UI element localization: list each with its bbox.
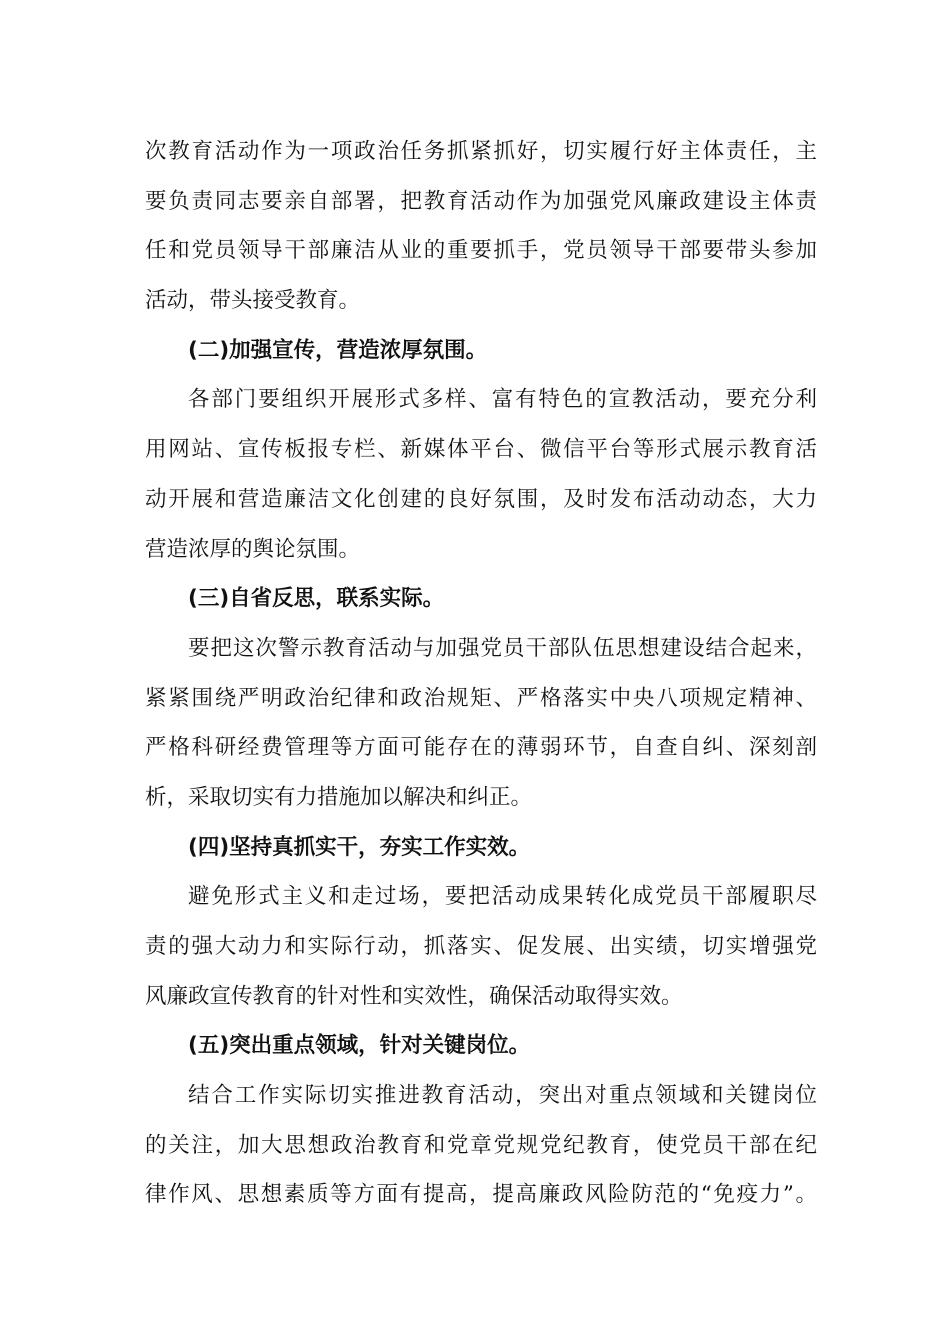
- body-line: 用网站、宣传板报专栏、新媒体平台、微信平台等形式展示教育活: [145, 437, 817, 463]
- body-line: 的关注，加大思想政治教育和党章党规党纪教育，使党员干部在纪: [145, 1132, 817, 1158]
- section-heading-4: (四)坚持真抓实干，夯实工作实效。: [188, 834, 531, 860]
- section-heading-2: (二)加强宣传，营造浓厚氛围。: [188, 337, 488, 363]
- body-line: 责的强大动力和实际行动，抓落实、促发展、出实绩，切实增强党: [145, 934, 817, 959]
- body-line: 律作风、思想素质等方面有提高，提高廉政风险防范的“免疫力”。: [145, 1182, 817, 1208]
- body-line: 动开展和营造廉洁文化创建的良好氛围，及时发布活动动态，大力: [145, 486, 817, 512]
- section-heading-5: (五)突出重点领域，针对关键岗位。: [188, 1033, 531, 1059]
- section-heading-3: (三)自省反思，联系实际。: [188, 586, 445, 612]
- body-line: 各部门要组织开展形式多样、富有特色的宣教活动，要充分利: [188, 387, 817, 413]
- body-line: 活动，带头接受教育。: [145, 288, 361, 314]
- body-line: 析，采取切实有力措施加以解决和纠正。: [145, 784, 533, 810]
- body-line: 要负责同志要亲自部署，把教育活动作为加强党风廉政建设主体责: [145, 188, 817, 214]
- body-line: 紧紧围绕严明政治纪律和政治规矩、严格落实中央八项规定精神、: [145, 685, 817, 711]
- body-line: 避免形式主义和走过场，要把活动成果转化成党员干部履职尽: [188, 884, 817, 910]
- body-line: 营造浓厚的舆论氛围。: [145, 536, 361, 562]
- document-body: [145, 127, 817, 1220]
- body-line: 任和党员领导干部廉洁从业的重要抓手，党员领导干部要带头参加: [145, 238, 817, 264]
- body-line: 次教育活动作为一项政治任务抓紧抓好，切实履行好主体责任，主: [145, 139, 817, 164]
- body-line: 风廉政宣传教育的针对性和实效性，确保活动取得实效。: [145, 983, 683, 1009]
- body-line: 要把这次警示教育活动与加强党员干部队伍思想建设结合起来，: [188, 635, 817, 661]
- body-line: 严格科研经费管理等方面可能存在的薄弱环节，自查自纠、深刻剖: [145, 735, 817, 761]
- body-line: 结合工作实际切实推进教育活动，突出对重点领域和关键岗位: [188, 1083, 817, 1109]
